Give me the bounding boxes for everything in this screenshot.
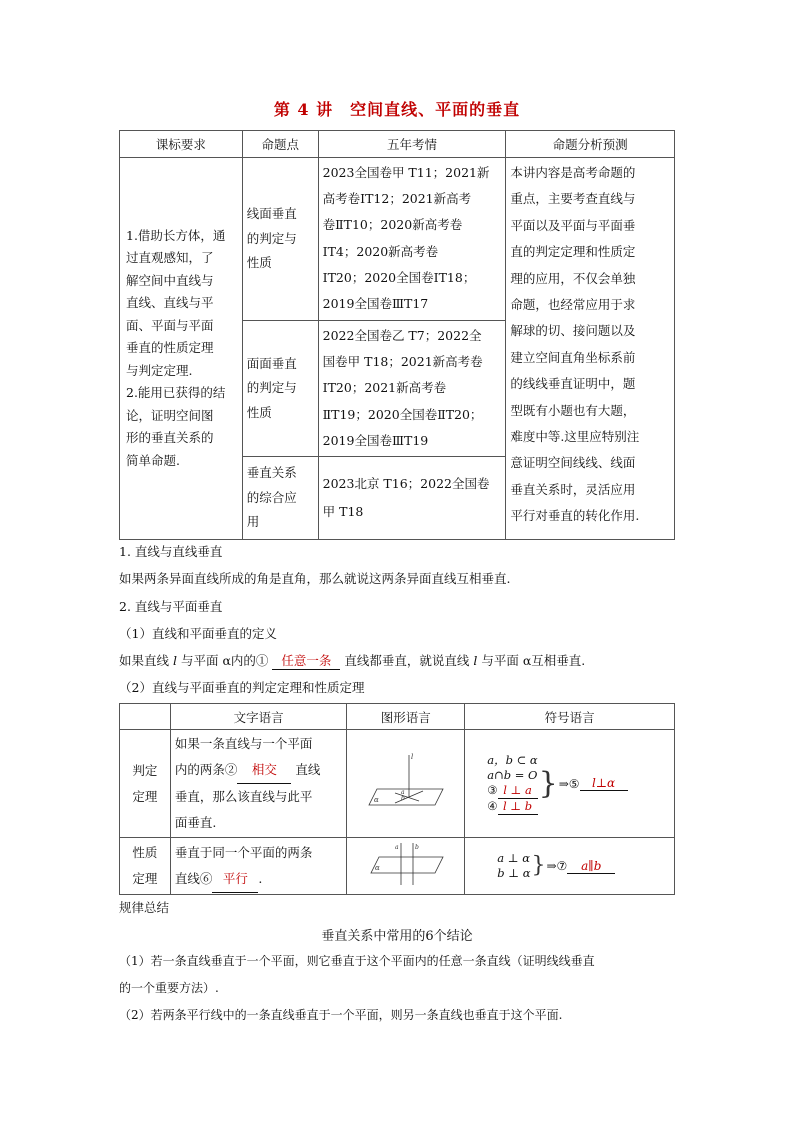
- analysis-line: 直的判定定理和性质定: [510, 244, 636, 260]
- exam-line: ⅠT20；2020全国卷ⅠT18；: [322, 269, 476, 285]
- text-seg: 直线: [295, 762, 321, 777]
- text-seg: 内的两条②: [174, 762, 238, 777]
- exam-line: 2019全国卷ⅢT19: [322, 432, 429, 448]
- exam-line: 高考卷ⅠT12；2021新高考: [322, 191, 472, 207]
- symbol-num: ③: [487, 782, 498, 797]
- property-figure: [361, 839, 451, 889]
- definition-line: [119, 651, 585, 670]
- symbol-answer: l ⊥ a: [498, 783, 538, 799]
- exam-line: 甲 T18: [322, 504, 364, 520]
- def-text: 直线都垂直，就说直线: [344, 653, 470, 668]
- req-line: 面、平面与平面: [126, 317, 214, 333]
- page-title: 第 4 讲 空间直线、平面的垂直: [273, 100, 521, 119]
- property-figure-cell: [347, 838, 465, 895]
- analysis-line: 解球的切、接问题以及: [510, 323, 636, 339]
- svg-text:a: a: [394, 844, 399, 851]
- point-cell: [242, 457, 318, 540]
- decision-figure: [361, 747, 451, 817]
- conclusion-1: （1）若一条直线垂直于一个平面，则它垂直于这个平面内的任意一条直线（证明线线垂直: [119, 954, 595, 968]
- point-line: 面面垂直: [246, 355, 297, 371]
- label-line: 定理: [132, 871, 158, 886]
- symbol-line: [487, 783, 537, 799]
- property-symbol-cell: [465, 838, 675, 895]
- point-cell: [242, 321, 318, 457]
- text-line: 垂直于同一个平面的两条: [174, 844, 313, 860]
- text-line: 面垂直.: [174, 815, 217, 830]
- brace-icon: }: [531, 853, 546, 878]
- req-line: 过直观感知，了: [126, 250, 214, 266]
- section2-sub2: （2）直线与平面垂直的判定定理和性质定理: [119, 680, 365, 695]
- symbol-line: [487, 799, 537, 815]
- point-line: 性质: [246, 255, 272, 271]
- property-text-cell: [170, 838, 346, 895]
- blank-2: 相交: [237, 757, 291, 784]
- analysis-line: 难度中等.这里应特别注: [510, 429, 640, 445]
- analysis-line: 意证明空间线线、线面: [510, 455, 636, 471]
- theorem-table: [119, 703, 675, 895]
- section2-sub1: （1）直线和平面垂直的定义: [119, 626, 277, 641]
- answer-7: a∥b: [567, 859, 615, 874]
- summary-label: 规律总结: [119, 900, 170, 915]
- def-symbol: l: [473, 653, 478, 668]
- header-graphic-language: 图形语言: [347, 704, 465, 730]
- label-property-theorem: [120, 838, 171, 895]
- analysis-line: 命题，也经常应用于求: [510, 297, 636, 313]
- analysis-cell: [506, 158, 675, 540]
- exam-line: 卷ⅡT10；2020新高考卷: [322, 217, 463, 233]
- exams-cell: [318, 158, 506, 321]
- label-line: 性质: [132, 845, 158, 860]
- req-line: 2.能用已获得的结: [126, 385, 226, 401]
- point-line: 性质: [246, 404, 272, 420]
- header-exams: 五年考情: [318, 131, 506, 158]
- curriculum-table: [119, 130, 675, 540]
- analysis-line: 理的应用，不仅会单独: [510, 270, 636, 286]
- section1-text: 如果两条异面直线所成的角是直角，那么就说这两条异面直线互相垂直.: [119, 571, 511, 586]
- analysis-line: 型既有小题也有大题，: [510, 402, 636, 418]
- req-line: 形的垂直关系的: [126, 430, 214, 446]
- implies-symbol: ⇒⑦: [546, 859, 568, 873]
- point-line: 的判定与: [246, 230, 297, 246]
- analysis-line: 本讲内容是高考命题的: [510, 165, 636, 180]
- exam-line: 2023北京 T16；2022全国卷: [322, 476, 490, 492]
- section1-heading: 1. 直线与直线垂直: [119, 544, 223, 559]
- svg-text:b: b: [414, 844, 419, 851]
- text-seg: .: [258, 870, 263, 886]
- symbol-line: b ⊥ α: [497, 866, 531, 880]
- symbol-line: a，b ⊂ α: [487, 752, 538, 767]
- req-line: 直线、直线与平: [126, 295, 214, 311]
- req-line: 解空间中直线与: [126, 272, 214, 288]
- def-text: 与平面 α内的①: [180, 653, 269, 668]
- symbol-num: ④: [487, 798, 498, 813]
- blank-1: 任意一条: [272, 651, 340, 670]
- analysis-line: 平行对垂直的转化作用.: [510, 508, 640, 524]
- text-line: [175, 757, 342, 784]
- svg-text:α: α: [373, 795, 379, 804]
- label-decision-theorem: [120, 730, 171, 838]
- decision-symbol-cell: [465, 730, 675, 838]
- exam-line: 2023全国卷甲 T11；2021新: [322, 165, 490, 180]
- point-line: 的综合应: [246, 489, 297, 505]
- header-analysis: 命题分析预测: [506, 131, 675, 158]
- point-line: 线面垂直: [246, 206, 297, 222]
- decision-figure-cell: [347, 730, 465, 838]
- exam-line: 2019全国卷ⅢT17: [322, 296, 429, 312]
- header-point: 命题点: [242, 131, 318, 158]
- requirement-cell: [120, 158, 243, 540]
- text-seg: 直线⑥: [174, 870, 213, 886]
- req-line: 论，证明空间图: [126, 407, 214, 423]
- svg-text:a: a: [400, 788, 405, 796]
- implies-symbol: ⇒⑤: [558, 776, 580, 791]
- req-line: 与判定定理.: [126, 362, 193, 378]
- analysis-line: 垂直关系时，灵活应用: [510, 481, 636, 497]
- analysis-line: 重点，主要考查直线与: [510, 191, 636, 207]
- brace-icon: }: [538, 765, 558, 801]
- point-line: 垂直关系: [246, 465, 297, 481]
- analysis-line: 平面以及平面与平面垂: [510, 217, 636, 233]
- svg-text:α: α: [374, 864, 380, 872]
- header-blank: [120, 704, 171, 730]
- point-line: 的判定与: [246, 380, 297, 396]
- conclusion-1-cont: 的一个重要方法）.: [119, 981, 219, 995]
- req-line: 垂直的性质定理: [126, 340, 214, 356]
- blank-6: 平行: [212, 866, 258, 893]
- exam-line: ⅠT4；2020新高考卷: [322, 243, 439, 259]
- summary-heading: 垂直关系中常用的6个结论: [321, 929, 473, 944]
- label-line: 定理: [132, 788, 158, 804]
- text-line: [175, 866, 342, 893]
- symbol-line: a ⊥ α: [497, 851, 530, 865]
- conclusion-2: （2）若两条平行线中的一条直线垂直于一个平面，则另一条直线也垂直于这个平面.: [119, 1008, 563, 1022]
- answer-5: l⊥α: [580, 776, 628, 791]
- exam-line: 2022全国卷乙 T7；2022全: [322, 328, 482, 343]
- decision-text-cell: [170, 730, 346, 838]
- label-line: 判定: [132, 762, 158, 778]
- def-text: 如果直线: [119, 653, 170, 668]
- req-line: 1.借助长方体，通: [126, 227, 226, 243]
- header-symbol-language: 符号语言: [465, 704, 675, 730]
- svg-text:b: b: [400, 794, 405, 802]
- symbol-line: a∩b = O: [487, 767, 538, 782]
- section2-heading: 2. 直线与平面垂直: [119, 599, 223, 614]
- def-text: 与平面 α互相垂直.: [481, 653, 586, 668]
- point-line: 用: [246, 514, 260, 530]
- symbol-answer: l ⊥ b: [498, 799, 538, 815]
- exams-cell: [318, 457, 506, 540]
- exam-line: ⅡT19；2020全国卷ⅡT20；: [322, 406, 483, 422]
- analysis-line: 建立空间直角坐标系前: [510, 349, 636, 365]
- def-symbol: l: [173, 653, 177, 668]
- header-text-language: 文字语言: [170, 704, 346, 730]
- exam-line: 国卷甲 T18；2021新高考卷: [322, 354, 483, 370]
- text-line: 如果一条直线与一个平面: [174, 736, 313, 751]
- exam-line: ⅠT20；2021新高考卷: [322, 380, 447, 396]
- header-requirement: 课标要求: [120, 131, 243, 158]
- svg-text:l: l: [410, 752, 414, 761]
- point-cell: [242, 158, 318, 321]
- text-line: 垂直，那么该直线与此平: [174, 789, 313, 804]
- analysis-line: 的线线垂直证明中，题: [510, 376, 636, 392]
- req-line: 简单命题.: [126, 452, 180, 468]
- exams-cell: [318, 321, 506, 457]
